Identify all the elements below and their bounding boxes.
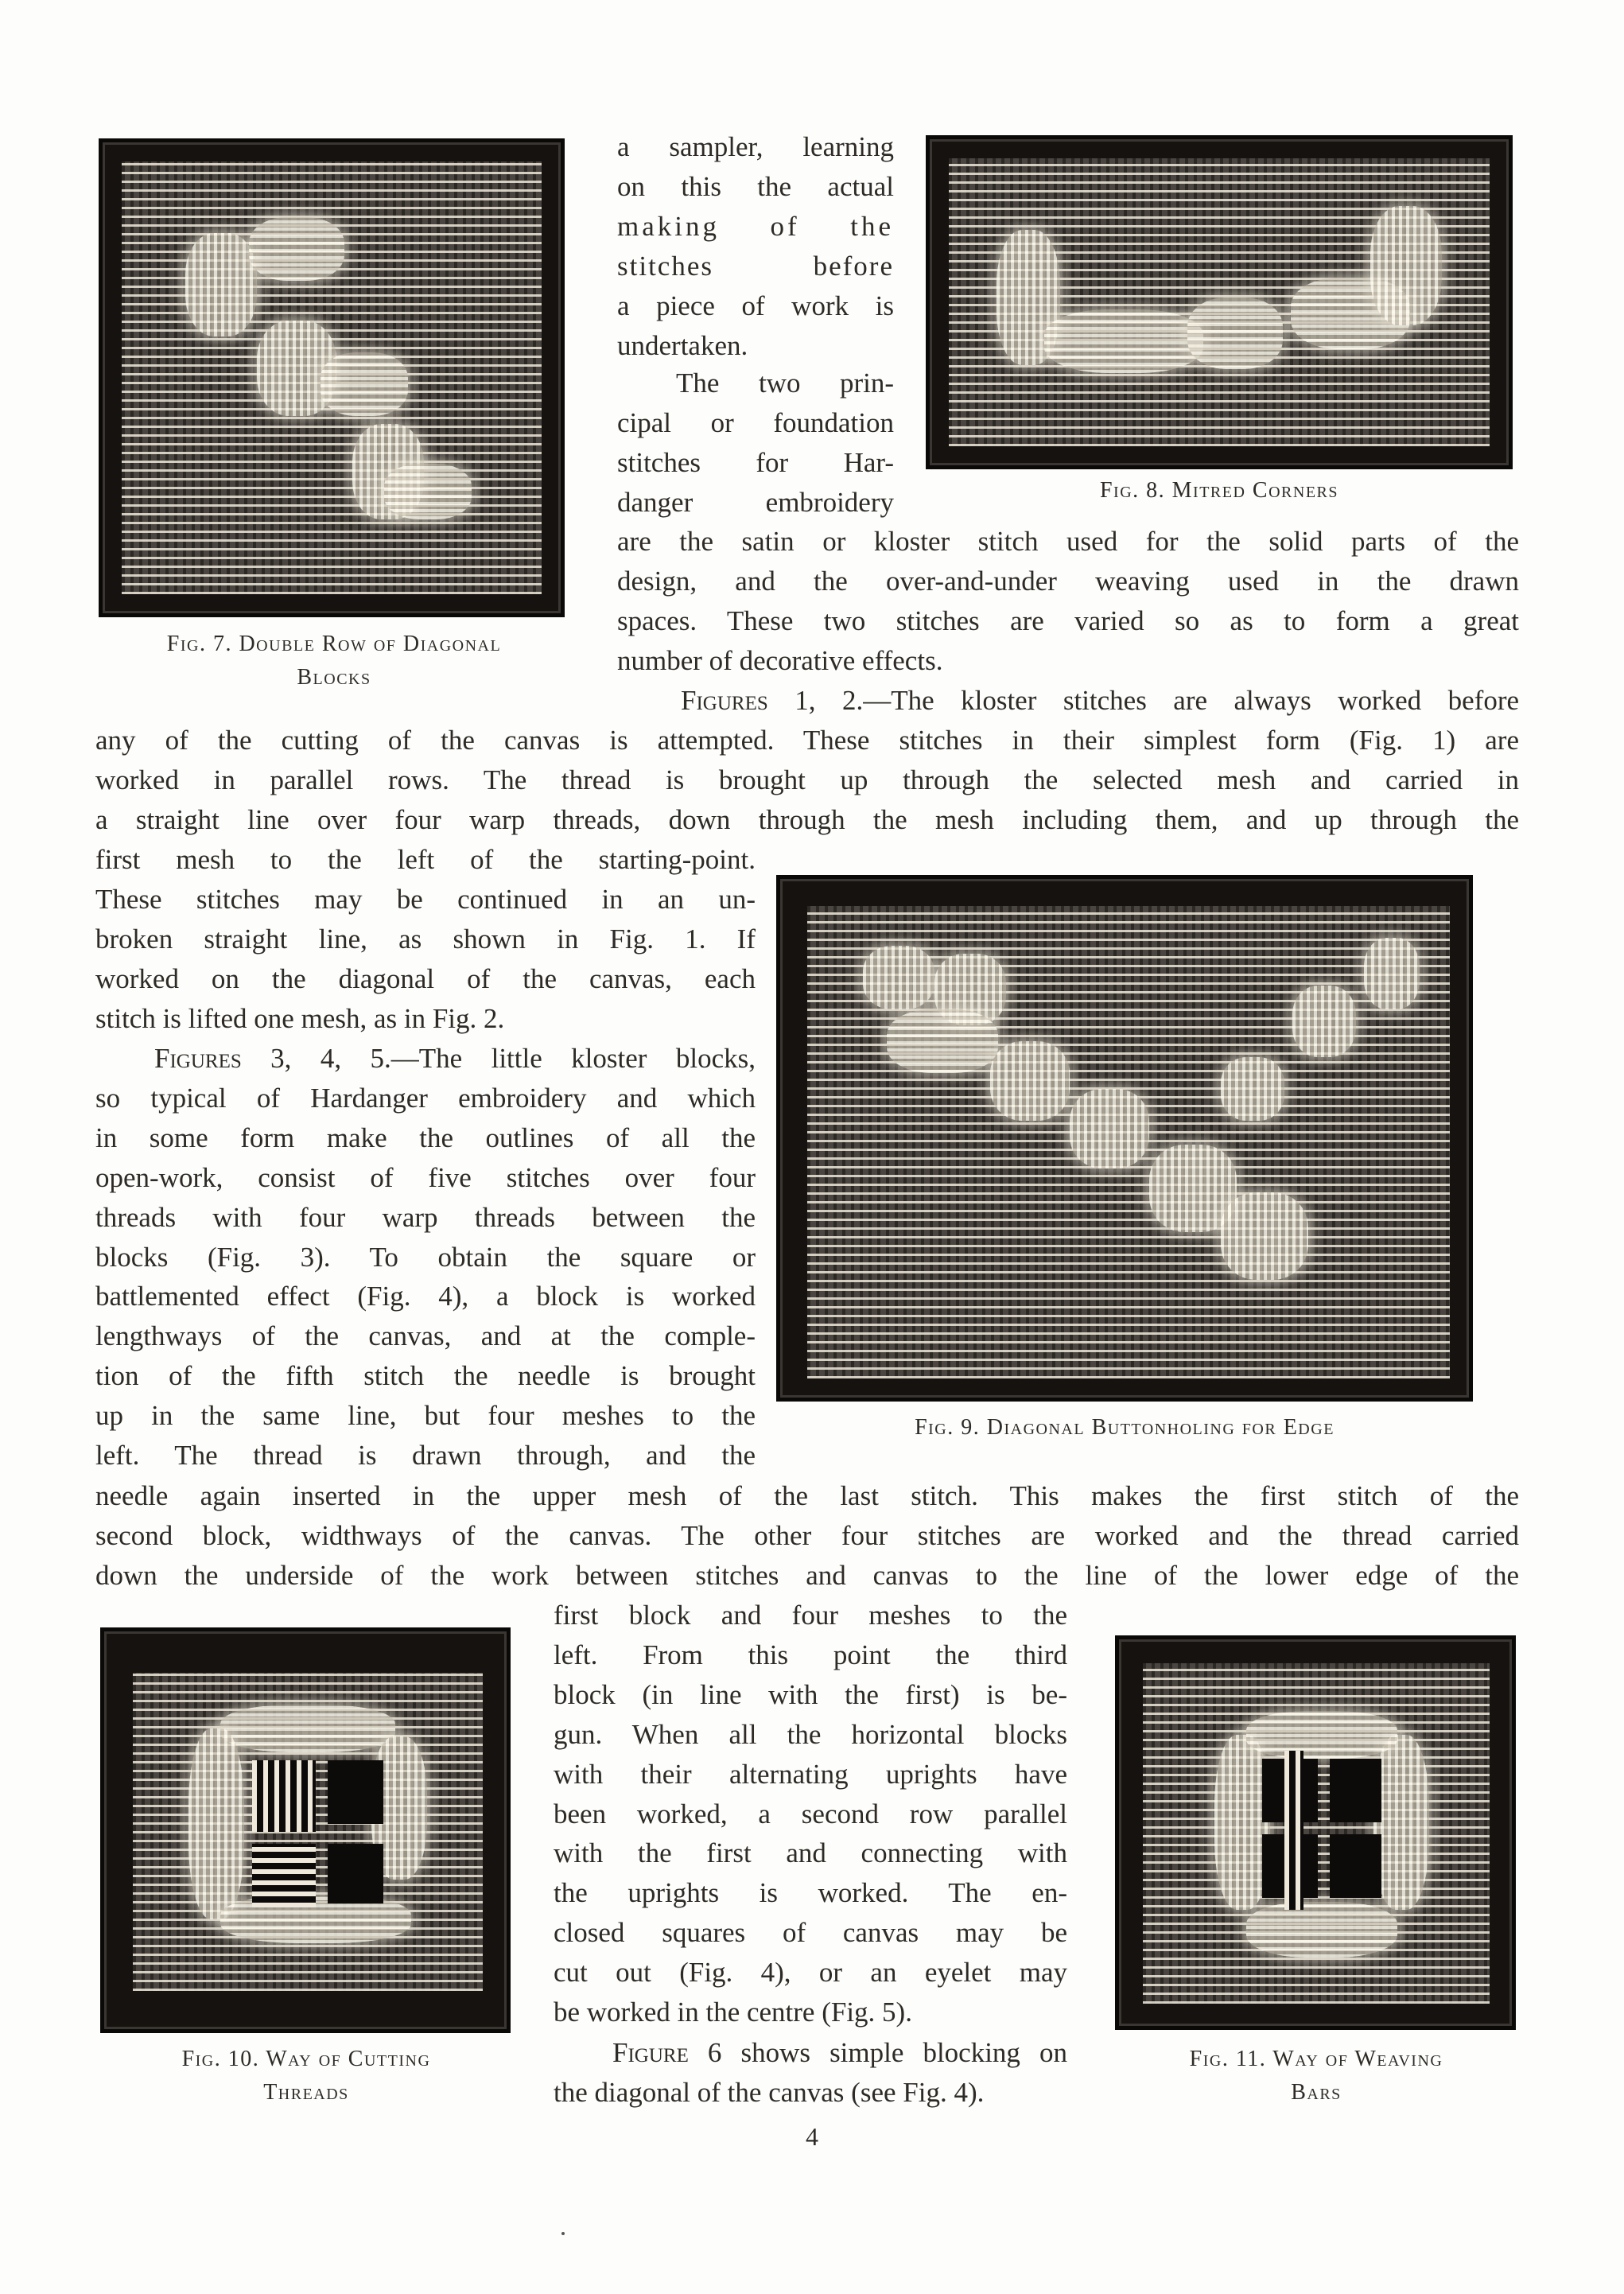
text-line [95, 1039, 756, 1079]
text-line: any of the cutting of the canvas is attempted. These stitches in their simplest form (Fig. 1) are [95, 725, 1519, 756]
text-line: danger embroidery [617, 486, 894, 518]
text-line: up in the same line, but four meshes to the [95, 1400, 756, 1432]
text-line: down the underside of the work between stitches and canvas to the line of the lower edge of the [95, 1559, 1519, 1591]
text-line: threads with four warp threads between the [95, 1201, 756, 1233]
figure-7-caption-line1: Fig. 7. Double Row of Diagonal [166, 632, 502, 656]
text-line: a sampler, learning [617, 131, 894, 162]
embroidery-photo-mitred-corners-icon [949, 158, 1490, 446]
text-line: cipal or foundation [617, 406, 894, 438]
figure-10-caption-line2: Threads [263, 2080, 349, 2105]
text-line: open-work, consist of five stitches over four [95, 1161, 756, 1193]
text-line: a straight line over four warp threads, down through the mesh including them, and up through the [95, 803, 1519, 835]
text-line: The two prin- [676, 367, 894, 399]
figure-7-photo [99, 138, 565, 617]
text-line: second block, widthways of the canvas. The other four stitches are worked and the thread carried [95, 1519, 1519, 1551]
figure-11-caption-line2: Bars [1291, 2080, 1342, 2105]
figure-7-caption [87, 628, 581, 694]
text-line: stitch is lifted one mesh, as in Fig. 2. [95, 1002, 505, 1034]
figure-9-photo [776, 875, 1473, 1402]
embroidery-photo-buttonholing-icon [807, 906, 1450, 1378]
figure-6-label: Figure 6 [612, 2037, 722, 2068]
text-line: broken straight line, as shown in Fig. 1. If [95, 923, 756, 955]
figure-6-text: shows simple blocking on [721, 2037, 1067, 2068]
text-line: so typical of Hardanger embroidery and which [95, 1082, 756, 1114]
text-line: first mesh to the left of the starting-point. [95, 844, 756, 875]
text-line: cut out (Fig. 4), or an eyelet may [554, 1957, 1067, 1989]
text-line: with their alternating uprights have [554, 1758, 1067, 1790]
figures-3-4-5-label: Figures 3, 4, 5. [154, 1043, 391, 1074]
text-line [681, 681, 1519, 721]
embroidery-photo-diagonal-blocks-icon [122, 161, 542, 594]
paragraph-figures-1-2 [95, 721, 1519, 840]
figure-10-photo [100, 1627, 511, 2033]
text-line: number of decorative effects. [617, 644, 943, 676]
page-number: 4 [806, 2122, 818, 2151]
text-line: stitches before [617, 250, 894, 282]
paragraph-third-block [554, 1596, 1067, 2032]
text-line: in some form make the outlines of all the [95, 1122, 756, 1153]
paragraph-figures-3-4-5 [95, 1039, 756, 1476]
figure-8-photo [926, 135, 1513, 469]
text-line: on this the actual [617, 170, 894, 202]
text-line: stitches for Har- [617, 446, 894, 478]
figure-11-caption-line1: Fig. 11. Way of Weaving [1189, 2047, 1443, 2071]
text-line: left. From this point the third [554, 1639, 1067, 1670]
figures-3-4-5-text: —The little kloster blocks, [390, 1043, 756, 1074]
text-line: blocks (Fig. 3). To obtain the square or [95, 1241, 756, 1273]
text-line: needle again inserted in the upper mesh of the last stitch. This makes the first stitch of the [95, 1480, 1519, 1511]
text-line: the diagonal of the canvas (see Fig. 4). [554, 2076, 985, 2108]
paragraph-sampler [617, 127, 894, 365]
text-line: been worked, a second row parallel [554, 1798, 1067, 1829]
paragraph-figure-6 [554, 2033, 1067, 2113]
text-line: lengthways of the canvas, and at the comple- [95, 1320, 756, 1352]
text-line: making of the [617, 210, 894, 242]
text-line: worked in parallel rows. The thread is brought up through the selected mesh and carried in [95, 764, 1519, 795]
paragraph-figures-1-2-lead [681, 681, 1519, 721]
text-line: a piece of work is [617, 290, 894, 321]
text-line: be worked in the centre (Fig. 5). [554, 1997, 912, 2028]
paragraph-foundation-stitches [617, 364, 894, 523]
text-line [554, 2033, 1067, 2073]
figure-10-caption [87, 2043, 525, 2109]
figure-9-caption: Fig. 9. Diagonal Buttonholing for Edge [915, 1415, 1335, 1440]
text-line: block (in line with the first) is be- [554, 1678, 1067, 1710]
figures-1-2-text: —The kloster stitches are always worked before [863, 685, 1520, 716]
figure-7-caption-line2: Blocks [297, 665, 371, 690]
text-line: These stitches may be continued in an un- [95, 883, 756, 915]
paragraph-second-block [95, 1476, 1519, 1596]
text-line: gun. When all the horizontal blocks [554, 1718, 1067, 1750]
paragraph-satin-kloster [617, 522, 1519, 681]
text-line: worked on the diagonal of the canvas, each [95, 962, 756, 994]
embroidery-photo-weaving-bars-icon [1143, 1663, 1490, 2004]
figure-11-caption [1105, 2043, 1527, 2109]
paragraph-figures-1-2-cont [95, 840, 756, 1039]
ink-speck [561, 2232, 565, 2235]
text-line: design, and the over-and-under weaving used in the drawn [617, 565, 1519, 597]
text-line: with the first and connecting with [554, 1837, 1067, 1869]
figures-1-2-label: Figures 1, 2. [681, 685, 864, 716]
text-line: battlemented effect (Fig. 4), a block is worked [95, 1281, 756, 1312]
text-line: undertaken. [617, 329, 748, 361]
text-line: left. The thread is drawn through, and the [95, 1440, 756, 1472]
text-line: spaces. These two stitches are varied so as to form a great [617, 605, 1519, 636]
text-line: closed squares of canvas may be [554, 1917, 1067, 1949]
embroidery-photo-cutting-threads-icon [133, 1673, 483, 1991]
text-line: are the satin or kloster stitch used for the solid parts of the [617, 526, 1519, 557]
figure-10-caption-line1: Fig. 10. Way of Cutting [181, 2047, 431, 2071]
text-line: tion of the fifth stitch the needle is brought [95, 1360, 756, 1392]
figure-11-photo [1115, 1635, 1516, 2030]
text-line: the uprights is worked. The en- [554, 1877, 1067, 1909]
figure-8-caption: Fig. 8. Mitred Corners [1099, 478, 1339, 503]
text-line: first block and four meshes to the [554, 1600, 1067, 1631]
